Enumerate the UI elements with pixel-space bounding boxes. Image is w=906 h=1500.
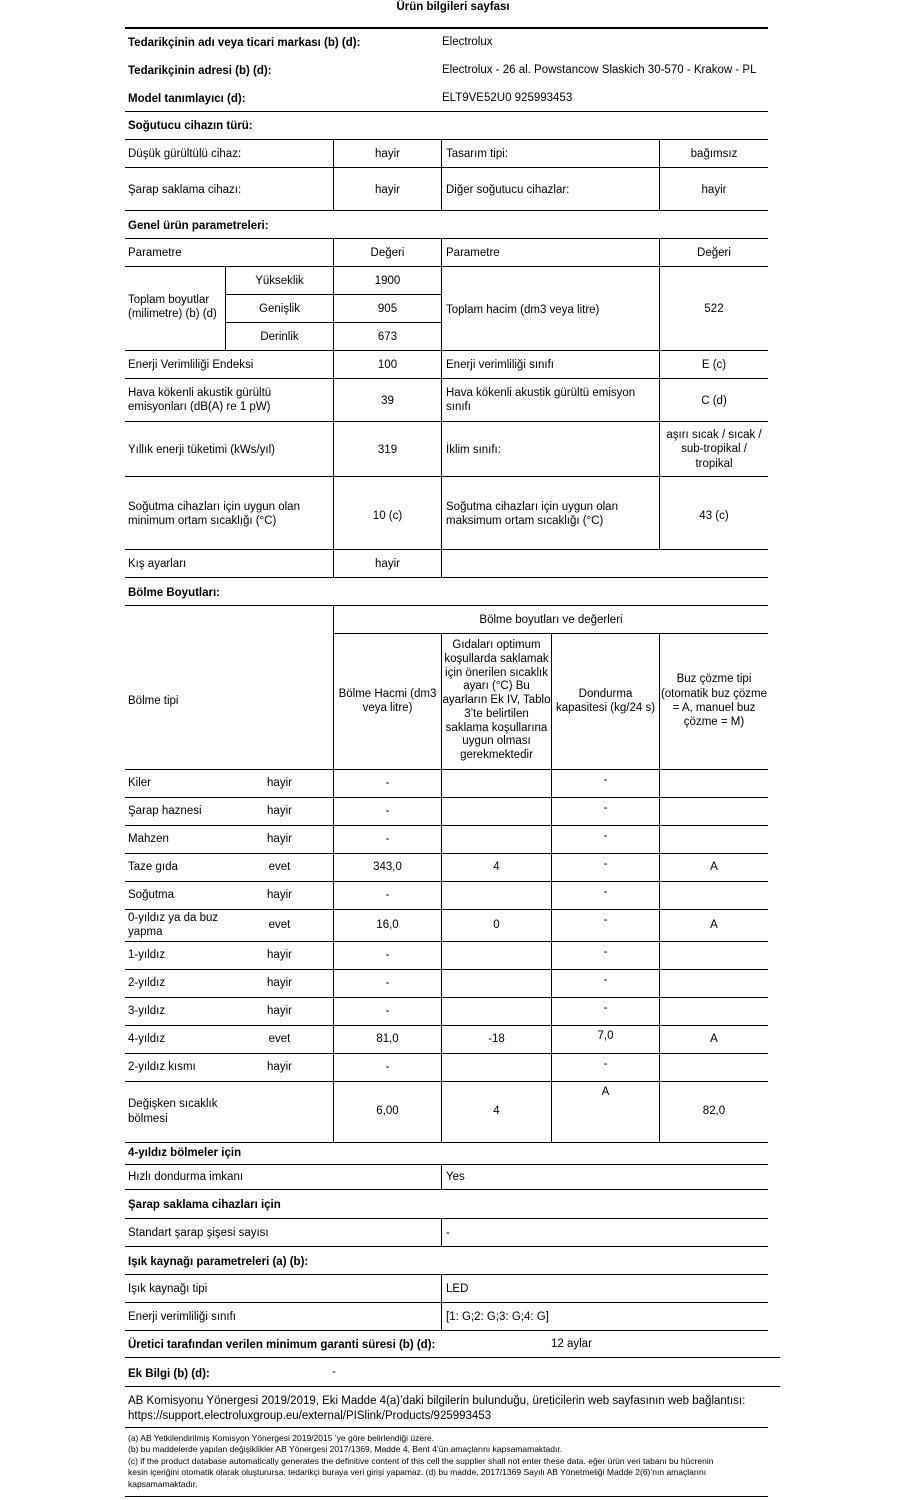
general-heading: Genel ürün parametreleri: [128, 220, 269, 232]
divider [659, 238, 660, 549]
compartment-volume: - [385, 1004, 390, 1017]
compartment-temp [442, 825, 551, 853]
compartment-name: 3-yıldız [128, 1004, 166, 1017]
compartment-defrost [660, 941, 768, 969]
width-label: Genişlik [259, 303, 300, 315]
compartment-name: 4-yıldız [128, 1032, 166, 1045]
col-value-header: Değeri [370, 247, 405, 259]
divider [125, 378, 768, 379]
col-freeze-header: Dondurma kapasitesi (kg/24 s) [555, 687, 656, 714]
compartment-temp [442, 769, 551, 797]
width-value: 905 [377, 303, 398, 315]
divider [441, 1164, 442, 1189]
wine-heading: Şarap saklama cihazları için [128, 1199, 281, 1211]
compartment-name: Kiler [128, 776, 152, 789]
compartment-freeze: - [603, 914, 608, 926]
divider [125, 111, 768, 112]
compartment-name: Soğutma [128, 888, 175, 901]
winter-value: hayir [375, 558, 400, 570]
compartment-freeze: - [603, 886, 608, 898]
col-value-header: Değeri [697, 247, 731, 259]
annual-energy-value: 319 [377, 444, 398, 456]
divider [441, 1218, 442, 1246]
design-label: Tasarım tipi: [446, 148, 508, 160]
light-heading: Işık kaynağı parametreleri (a) (b): [128, 1256, 309, 1268]
compartment-temp [442, 881, 551, 909]
divider [125, 1189, 768, 1190]
divider [125, 549, 768, 550]
compartment-present: hayir [267, 888, 292, 901]
compartment-volume: 6,00 [376, 1105, 399, 1118]
compartment-freeze: - [603, 1002, 608, 1014]
compartment-present: hayir [267, 832, 292, 845]
eei-label: Enerji Verimliliği Endeksi [128, 359, 254, 371]
noise-label: Hava kökenli akustik gürültü emisyonları (dB(A) re 1 pW) [128, 387, 272, 414]
compartment-temp [442, 797, 551, 825]
divider [125, 210, 768, 211]
compartment-name: Değişken sıcaklık bölmesi [128, 1098, 218, 1125]
max-temp-label: Soğutma cihazları için uygun olan maksimum ortam sıcaklığı (°C) [446, 501, 618, 528]
supplier-name-value: Electrolux [442, 36, 493, 48]
footnote-c: (c) if the product database automatically generates the definitive content of this cell the supplier shall not enter these data. eğer ürün veri tabanı bu hücrenin [128, 1455, 714, 1466]
compartment-name: 0-yıldız ya da buz yapma [128, 911, 219, 938]
max-temp-value: 43 (c) [699, 510, 729, 522]
compartment-freeze: - [603, 1058, 608, 1070]
energy-class-label: Enerji verimliliği sınıfı [446, 359, 554, 371]
col-volume-header: Bölme Hacmi (dm3 veya litre) [338, 687, 437, 714]
divider [125, 769, 768, 770]
compartment-temp: -18 [488, 1032, 505, 1045]
compartment-temp [442, 941, 551, 969]
min-temp-label: Soğutma cihazları için uygun olan minimum ortam sıcaklığı (°C) [128, 501, 300, 528]
compartment-defrost [660, 825, 768, 853]
compartment-present: evet [268, 918, 291, 931]
divider [125, 266, 768, 267]
divider [659, 633, 660, 1142]
light-type-value: LED [446, 1283, 469, 1295]
low-noise-label: Düşük gürültülü cihaz: [128, 148, 242, 160]
height-value: 1900 [374, 275, 401, 287]
divider [441, 238, 442, 577]
compartment-volume: - [385, 804, 390, 817]
light-type-label: Işık kaynağı tipi [128, 1283, 208, 1295]
compartment-present: hayir [267, 804, 292, 817]
compartment-temp: 4 [493, 860, 500, 873]
compartment-volume: 81,0 [376, 1032, 399, 1045]
col-defrost-header: Buz çözme tipi (otomatik buz çözme = A, manuel buz çözme = M) [660, 673, 768, 729]
divider [225, 266, 226, 350]
total-volume-label: Toplam hacim (dm3 veya litre) [446, 304, 600, 316]
compartment-name: Mahzen [128, 832, 169, 845]
divider [125, 605, 768, 606]
compartment-freeze: - [603, 946, 608, 958]
compartment-freeze: 7,0 [597, 1030, 614, 1042]
divider [125, 1302, 768, 1303]
divider [125, 1330, 768, 1331]
wine-appliance-value: hayir [375, 184, 400, 196]
compartment-name: 1-yıldız [128, 948, 166, 961]
footnote-a: (a) AB Yetkilendirilmiş Komisyon Yönergesi 2019/2015 ’ye göre belirlendiği üzere. [128, 1433, 435, 1443]
col-temp-header: Gıdaları optimum koşullarda saklamak için önerilen sıcaklık ayarı (°C) Bu ayarların Ek IV, Tablo 3’te belirtilen saklama koşullarına uygun olması gerekmektedir [442, 638, 551, 762]
other-appliance-value: hayir [701, 184, 727, 196]
compartment-defrost [660, 969, 768, 997]
compartment-present: evet [268, 860, 291, 873]
divider [125, 1164, 768, 1165]
product-link[interactable]: https://support.electroluxgroup.eu/external/PISlink/Products/925993453 [128, 1410, 492, 1422]
footnote-c-cont: kapsamamaktadır. [128, 1478, 198, 1489]
compartment-defrost [660, 769, 768, 797]
link-text: AB Komisyonu Yönergesi 2019/2019, Eki Madde 4(a)’daki bilgilerin bulunduğu, üreticilerin web sayfasının web bağlantısı: [128, 1395, 746, 1407]
divider [125, 1496, 768, 1497]
light-class-value: [1: G;2: G;3: G;4: G] [446, 1311, 549, 1323]
supplier-name-label: Tedarikçinin adı veya ticari markası (b) (d): [128, 37, 361, 49]
compartment-volume: - [385, 1060, 390, 1073]
footnote-b: (b) bu maddelerde yapılan değişiklikler AB Yönergesi 2017/1369, Madde 4, Bent 4’ün amaçlarını kapsamamaktadır. [128, 1444, 563, 1455]
divider [125, 421, 768, 422]
compartment-name: Taze gıda [128, 860, 178, 873]
warranty-value: 12 aylar [551, 1338, 592, 1350]
compartment-temp: 0 [493, 918, 500, 931]
compartment-present [226, 1081, 333, 1142]
light-class-label: Enerji verimliliği sınıfı [128, 1311, 236, 1323]
depth-value: 673 [377, 331, 398, 343]
eei-value: 100 [377, 359, 398, 371]
compartment-freeze: - [603, 802, 608, 814]
height-label: Yükseklik [255, 275, 304, 287]
divider [125, 1357, 780, 1358]
col-param-header: Parametre [446, 247, 500, 259]
compartment-volume: - [385, 832, 390, 845]
footnotes [128, 1433, 713, 1490]
total-volume-value: 522 [704, 303, 724, 315]
supplier-address-value: Electrolux - 26 al. Powstancow Slaskich 30-570 - Krakow - PL [442, 64, 757, 76]
divider [125, 577, 768, 578]
divider [125, 476, 768, 477]
fast-freeze-value: Yes [446, 1171, 465, 1183]
divider [333, 238, 334, 577]
model-label: Model tanımlayıcı (d): [128, 93, 246, 105]
low-noise-value: hayir [375, 148, 400, 160]
divider [125, 1142, 768, 1143]
bottles-value: - [446, 1227, 450, 1239]
compartment-name: 2-yıldız [128, 976, 166, 989]
compartment-freeze: A [601, 1086, 610, 1098]
energy-class-value: E (c) [701, 359, 727, 371]
compartment-volume: - [385, 976, 390, 989]
other-appliance-label: Diğer soğutucu cihazlar: [446, 184, 570, 196]
compartment-defrost: A [710, 860, 718, 873]
group-header: Bölme boyutları ve değerleri [479, 614, 623, 626]
bottles-label: Standart şarap şişesi sayısı [128, 1227, 269, 1239]
climate-value: aşırı sıcak / sıcak / sub-tropikal / tropikal [666, 429, 762, 470]
depth-label: Derinlik [260, 331, 299, 343]
annual-energy-label: Yıllık enerji tüketimi (kWs/yıl) [128, 444, 275, 456]
divider [125, 1246, 768, 1247]
type-heading: Soğutucu cihazın türü: [128, 120, 253, 132]
four-star-heading: 4-yıldız bölmeler için [128, 1147, 242, 1159]
design-value: bağımsız [690, 148, 738, 160]
compartment-freeze: - [603, 974, 608, 986]
divider [659, 139, 660, 210]
dims-label: Toplam boyutlar (milimetre) (b) (d) [128, 294, 217, 321]
compartment-defrost [660, 797, 768, 825]
divider [125, 27, 768, 29]
compartment-name: 2-yıldız kısmı [128, 1060, 196, 1073]
model-value: ELT9VE52U0 925993453 [442, 92, 573, 104]
compartments-heading: Bölme Boyutları: [128, 587, 221, 599]
supplier-address-label: Tedarikçinin adresi (b) (d): [128, 65, 272, 77]
divider [333, 605, 334, 1142]
winter-label: Kış ayarları [128, 558, 187, 570]
wine-appliance-label: Şarap saklama cihazı: [128, 184, 242, 196]
compartment-defrost: A [710, 1032, 718, 1045]
warranty-label: Üretici tarafından verilen minimum garanti süresi (b) (d): [128, 1339, 436, 1351]
compartment-volume: - [385, 776, 390, 789]
compartment-present: hayir [267, 1060, 292, 1073]
divider [551, 633, 552, 1142]
compartment-present: evet [268, 1032, 291, 1045]
compartment-defrost [660, 1053, 768, 1081]
divider [441, 633, 442, 1142]
page-title: Ürün bilgileri sayfası [396, 1, 510, 13]
compartment-defrost: A [710, 918, 718, 931]
compartment-present: hayir [267, 1004, 292, 1017]
compartment-volume: 16,0 [376, 918, 399, 931]
divider [125, 1386, 780, 1387]
compartment-freeze: - [603, 830, 608, 842]
noise-value: 39 [381, 395, 394, 407]
compartment-volume: - [385, 948, 390, 961]
compartment-freeze: - [603, 774, 608, 786]
compartment-present: hayir [267, 976, 292, 989]
extra-info-label: Ek Bilgi (b) (d): [128, 1368, 210, 1380]
compartment-name: Şarap haznesi [128, 804, 202, 817]
col-param-header: Parametre [128, 247, 182, 259]
divider [441, 1274, 442, 1330]
compartment-present: hayir [267, 776, 292, 789]
compartment-temp [442, 997, 551, 1025]
col-type-header: Bölme tipi [128, 694, 179, 707]
compartment-temp [442, 969, 551, 997]
compartment-present: hayir [267, 948, 292, 961]
compartment-freeze: - [603, 858, 608, 870]
compartment-temp: 4 [493, 1105, 500, 1118]
divider [125, 238, 768, 239]
divider [333, 139, 334, 210]
fast-freeze-label: Hızlı dondurma imkanı [128, 1171, 244, 1183]
compartment-defrost [660, 997, 768, 1025]
divider [125, 1427, 768, 1428]
min-temp-value: 10 (c) [372, 510, 403, 522]
noise-class-label: Hava kökenli akustik gürültü emisyon sınıfı [446, 387, 636, 414]
footnote-c-cont: kesin içeriğini otomatik olarak oluşturursa, tedarikçi buraya veri girişi yapamaz. (d) bu madde, 2017/1369 Sayılı AB Yönetmeliği Madde 2(6)’nın amaçlarını [128, 1467, 707, 1478]
divider [125, 1274, 768, 1275]
compartment-temp [442, 1053, 551, 1081]
compartment-defrost: 82,0 [702, 1105, 726, 1118]
divider [441, 139, 442, 210]
compartment-defrost [660, 881, 768, 909]
divider [125, 139, 768, 140]
climate-label: İklim sınıfı: [446, 444, 501, 456]
compartment-volume: 343,0 [373, 860, 402, 873]
compartment-volume: - [385, 888, 390, 901]
noise-class-value: C (d) [701, 395, 727, 407]
extra-info-value: - [332, 1366, 336, 1378]
divider [125, 167, 768, 168]
divider [125, 350, 768, 351]
divider [125, 1218, 768, 1219]
